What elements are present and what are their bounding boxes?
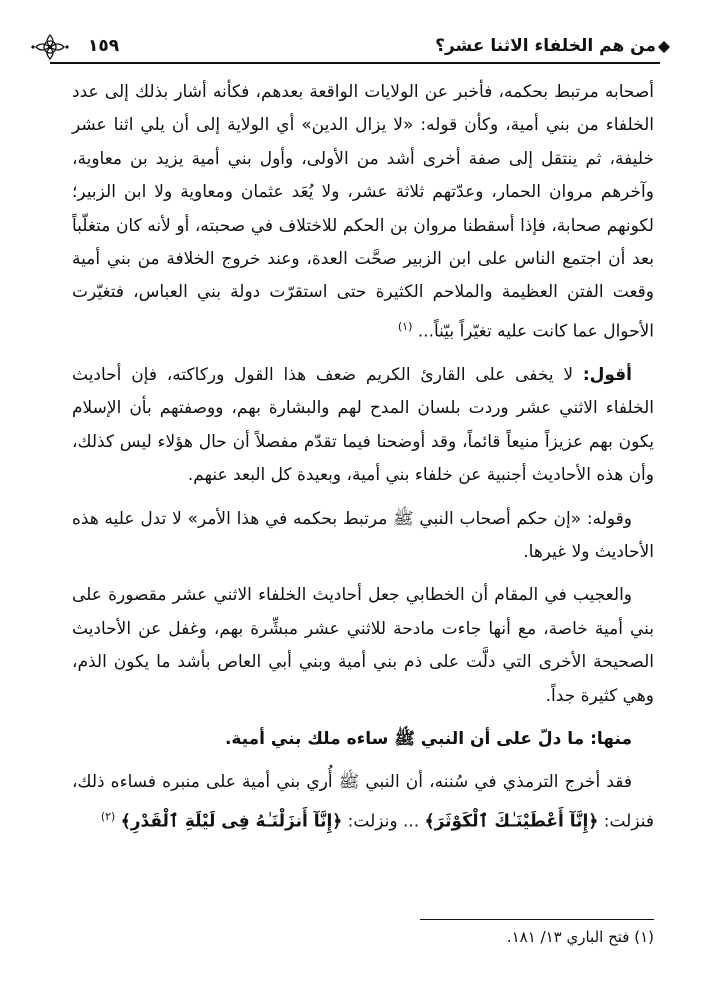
- paragraph-5: [72, 766, 654, 838]
- paragraph-3: وقوله: «إن حكم أصحاب النبي ﷺ مرتبط بحكمه في هذا الأمر» لا تدل عليه هذه الأحاديث ولا غيرها.: [72, 508, 654, 562]
- footnote-ref-1: (١): [397, 319, 413, 333]
- ornament-icon: [30, 32, 70, 62]
- quran-verse-1: ﴿إِنَّآ أَعْطَيْنَـٰكَ ٱلْكَوْثَرَ﴾: [424, 811, 599, 832]
- footnote-rule: [420, 919, 654, 920]
- page-header: [30, 30, 670, 66]
- diamond-icon: [658, 41, 670, 53]
- section-heading: منها: ما دلّ على أن النبي ﷺ ساءه ملك بني أمية.: [224, 728, 632, 749]
- running-title: من هم الخلفاء الاثنا عشر؟: [435, 36, 656, 56]
- footnote: (١) فتح الباري ١٣/ ١٨١.: [506, 928, 654, 946]
- paragraph-2: [72, 359, 654, 493]
- paragraph-2-text: لا يخفى على القارئ الكريم ضعف هذا القول وركاكته، فإن أحاديث الخلفاء الاثني عشر وردت بلسان المدح لهم والبشارة بهم، ووصفتهم بأن الإسلام يكون بهم عزيزاً منيعاً قائماً، وقد أوضحنا فيما تقدّم مفصلاً أن حال هؤلاء ليس كذلك، وأن هذه الأحاديث أجنبية عن خلفاء بني أمية، وبعيدة كل البعد عنهم.: [72, 364, 654, 486]
- quran-verse-2: ﴿إِنَّآ أَنزَلْنَـٰهُ فِى لَيْلَةِ ٱلْقَدْرِ﴾: [120, 811, 343, 832]
- paragraph-4: والعجيب في المقام أن الخطابي جعل أحاديث الخلفاء الاثني عشر مقصورة على بني أمية خاصة، مع أنها جاءت مادحة للاثني عشر مبشِّرة بهم، وغفل عن الأحاديث الصحيحة الأخرى التي دلَّت على ذم بني أمية وبني أبي العاص بأشد ما يكون الذم، وهي كثيرة جداً.: [72, 585, 654, 706]
- main-text: [72, 76, 654, 849]
- paragraph-5-text-1: فقد أخرج الترمذي في سُننه، أن النبي ﷺ أُري بني أمية على منبره فساءه ذلك، فنزلت:: [72, 772, 654, 832]
- paragraph-1-text: أصحابه مرتبط بحكمه، فأخبر عن الولايات الواقعة بعدهم، فكأنه أشار بذلك إلى عدد الخلفاء من بني أمية، وكأن قوله: «لا يزال الدين» أي الولاية إلى أن يلي اثنا عشر خليفة، ثم ينتقل إلى صفة أخرى أشد من الأولى، وأول بني أمية يزيد بن معاوية، وآخرهم مروان الحمار، وعدّتهم ثلاثة عشر، ولا يُعَد عثمان ومعاوية ولا ابن الزبير؛ لكونهم صحابة، فإذا أسقطنا مروان بن الحكم للاختلاف في صحبته، أو لأنه كان متغلّباً بعد أن اجتمع الناس على ابن الزبير صحَّت العدة، وعند خروج الخلافة من بني أمية وقعت الفتن العظيمة والملاحم الكثيرة حتى استقرّت دولة بني العباس، فتغيّرت الأحوال عما كانت عليه تغيّراً بيّناً...: [72, 82, 654, 342]
- header-rule: [50, 62, 660, 64]
- footnote-ref-2: (٢): [100, 809, 116, 823]
- paragraph-2-lead: أقول:: [582, 364, 633, 385]
- paragraph-1: [72, 76, 654, 349]
- page-number: ١٥٩: [88, 36, 120, 56]
- paragraph-5-text-2: ... ونزلت:: [347, 811, 420, 832]
